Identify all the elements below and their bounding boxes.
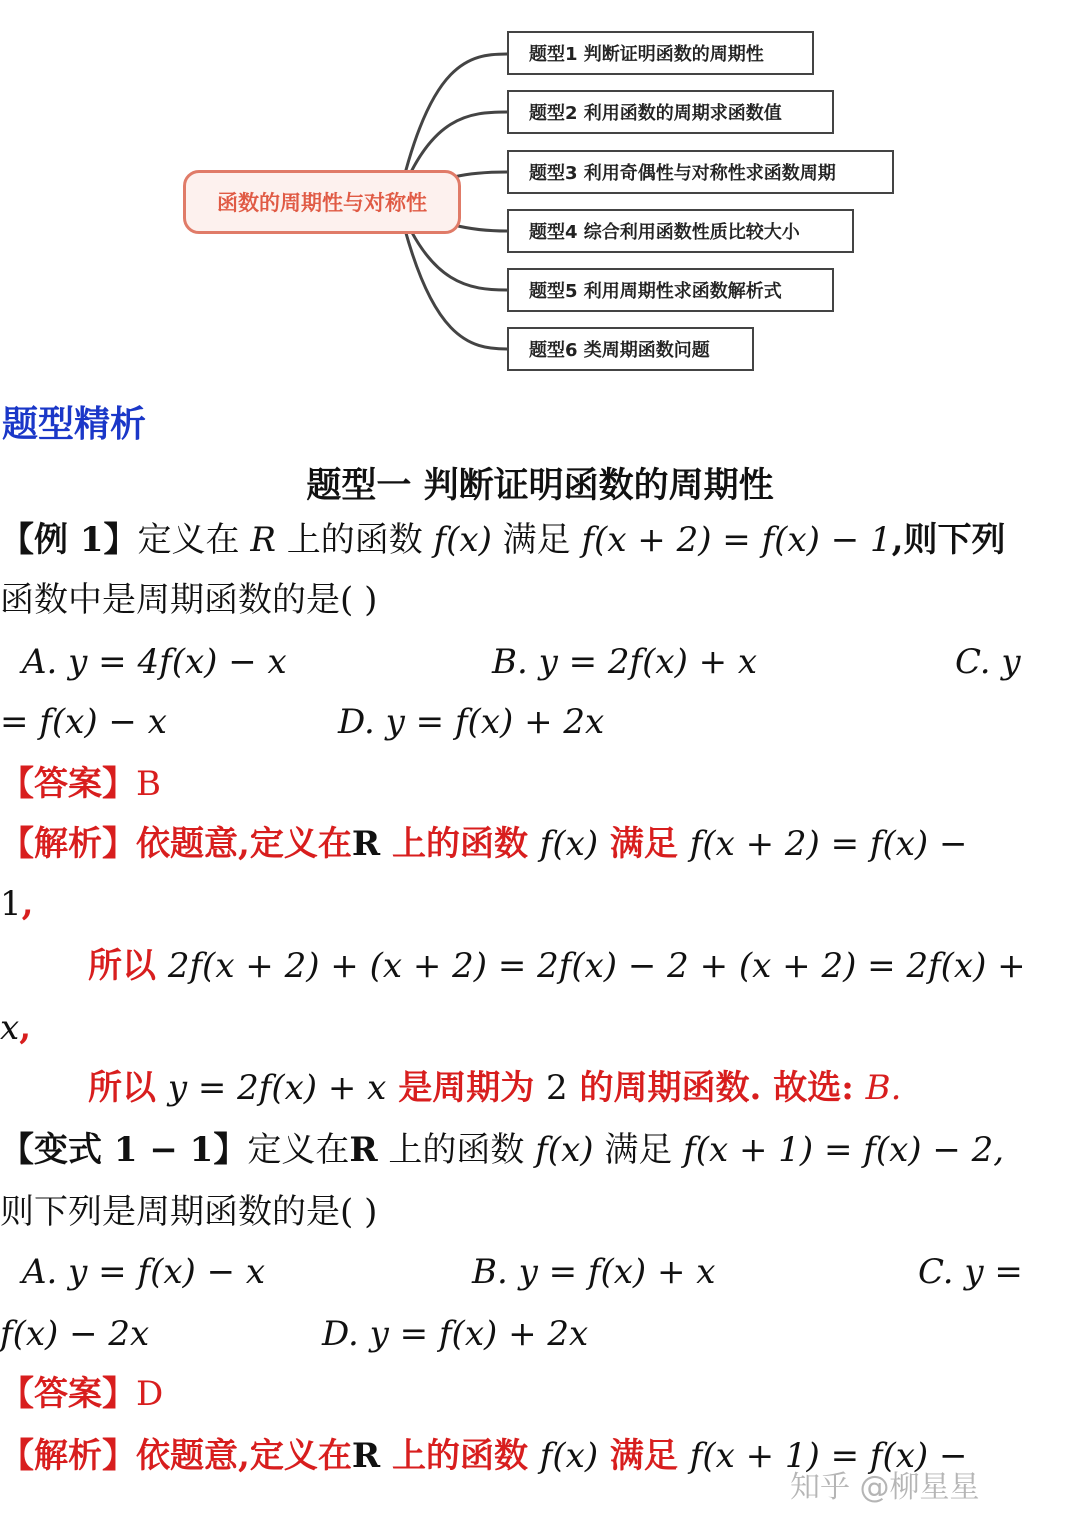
section-title: 题型精析 (2, 404, 147, 445)
variant-1-1-analysis: 【解析】依题意,定义在R 上的函数 f(x) 满足 f(x + 1) = f(x) − (0, 1436, 968, 1476)
watermark: 知乎 @柳星星 (790, 1470, 980, 1505)
mind-map-topic-5: 题型5 利用周期性求函数解析式 (507, 268, 834, 312)
mind-map-topic-4: 题型4 综合利用函数性质比较大小 (507, 209, 854, 253)
example-1-answer: 【答案】B (0, 764, 161, 804)
example-1-analysis-cont: 1, (0, 884, 34, 924)
example-1-step-2: 所以 y = 2f(x) + x 是周期为 2 的周期函数. 故选: B. (88, 1068, 902, 1108)
example-1-stem: 【例 1】定义在 R 上的函数 f(x) 满足 f(x + 2) = f(x) − 1,则下列 (0, 520, 1006, 560)
example-1-stem-line-2: 函数中是周期函数的是( ) (0, 580, 378, 620)
mind-map-root: 函数的周期性与对称性 (183, 170, 461, 234)
example-1-option-d: D. y = f(x) + 2x (338, 702, 605, 742)
example-1-option-b: B. y = 2f(x) + x (492, 642, 758, 682)
variant-1-1-option-a: A. y = f(x) − x (22, 1252, 266, 1292)
example-1-analysis: 【解析】依题意,定义在R 上的函数 f(x) 满足 f(x + 2) = f(x) − (0, 824, 968, 864)
mind-map-topic-6: 题型6 类周期函数问题 (507, 327, 754, 371)
variant-1-1-stem-line-2: 则下列是周期函数的是( ) (0, 1192, 378, 1232)
mind-map-topic-1: 题型1 判断证明函数的周期性 (507, 31, 814, 75)
question-type-heading: 题型一 判断证明函数的周期性 (306, 465, 774, 506)
example-1-step-1-cont: x, (0, 1008, 32, 1048)
variant-1-1-stem: 【变式 1 − 1】定义在R 上的函数 f(x) 满足 f(x + 1) = f(x) − 2, (0, 1130, 1005, 1170)
variant-1-1-option-c-cont: f(x) − 2x (0, 1314, 150, 1354)
variant-1-1-option-c: C. y = (918, 1252, 1023, 1292)
example-1-tag: 【例 1】 (0, 520, 138, 560)
example-1-option-c: C. y (955, 642, 1021, 682)
variant-1-1-option-b: B. y = f(x) + x (472, 1252, 716, 1292)
mind-map (0, 0, 1080, 390)
example-1-step-1: 所以 2f(x + 2) + (x + 2) = 2f(x) − 2 + (x + 2) = 2f(x) + (88, 946, 1026, 986)
variant-1-1-option-d: D. y = f(x) + 2x (322, 1314, 589, 1354)
example-1-option-a: A. y = 4f(x) − x (22, 642, 287, 682)
mind-map-topic-2: 题型2 利用函数的周期求函数值 (507, 90, 834, 134)
example-1-option-c-cont: = f(x) − x (0, 702, 167, 742)
mind-map-topic-3: 题型3 利用奇偶性与对称性求函数周期 (507, 150, 894, 194)
variant-1-1-tag: 【变式 1 − 1】 (0, 1130, 248, 1170)
variant-1-1-answer: 【答案】D (0, 1374, 164, 1414)
